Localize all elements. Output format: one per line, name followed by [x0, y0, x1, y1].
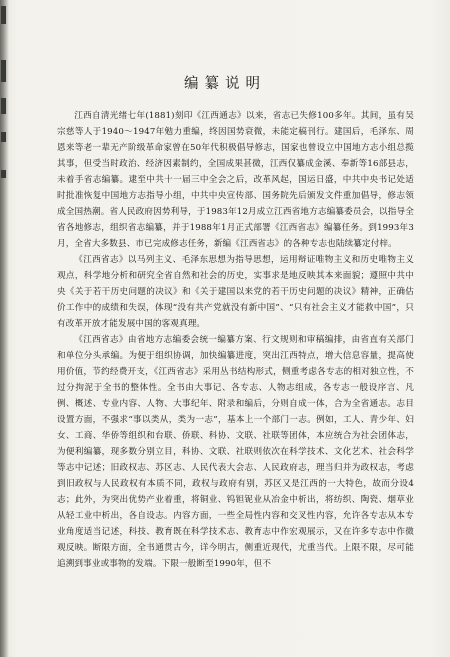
edge-mark — [1, 98, 6, 114]
edge-mark — [1, 170, 6, 178]
edge-mark — [1, 132, 6, 142]
paragraph: 江西自清光绪七年(1881)刻印《江西通志》以来，省志已失修100多年。其间，虽有吴宗慈等人于1940～1947年勉力重编，终因国势衰微，未能定稿刊行。建国后，毛泽东、周恩来等老一辈无产阶级革命家曾在50年代积极倡导修志，国家也曾设立中国地方志小组总揽其事，但受当时政治、经济因素制约，全国成果甚微，江西仅纂成金溪、奉新等16部县志，未着手省志编纂。逮至中共十一届三中全会之后，改革风起，国运日盛，中共中央书记处适时批准恢复中国地方志指导小组，中共中央宣传部、国务院先后颁发文件重加倡导，修志领成全国热潮。省人民政府因势利导，于1983年12月成立江西省地方志编纂委员会，以指导全省各地修志，组织省志编纂，并于1988年1月正式部署《江西省志》编纂任务。到1993年3月，全省大多数县、市已完成修志任务，新编《江西省志》的各种专志也陆续纂定付梓。 — [57, 111, 414, 249]
scan-binding-edge — [0, 0, 9, 657]
edge-mark — [1, 6, 6, 24]
page-title: 编纂说明 — [184, 76, 266, 92]
body-text — [57, 108, 414, 572]
paragraph: 《江西省志》由省地方志编委会统一编纂方案、行文规则和审稿编排，由省直有关部门和单位分头承编。为便于组织协调，加快编纂进度，突出江西特点，增大信息容量，提高使用价值，节约经费开支，《江西省志》采用丛书结构形式，侧重考虑各专志的相对独立性，不过分拘泥于全书的整体性。全书由大事记、各专志、人物志组成，各专志一般设序言、凡例、概述、专业内容、人物、大事纪年、附录和编后，分则自成一体，合为全省通志。志目设置方面，不强求“事以类从，类为一志”，基本上一个部门一志。例如，工人、青少年、妇女、工商、华侨等组织和台联、侨联、科协、文联、社联等团体，本应统合为社会团体志，为便利编纂，现多数分别立目，科协、文联、社联则依次在科学技术、文化艺术、社会科学等志中记述；旧政权志、苏区志、人民代表大会志、人民政府志，理当归并为政权志，考虑到旧政权与人民政权有本质不同，政权与政府有别，苏区又是江西的一大特色，故而分设4志；此外，为突出优势产业着重，将铜业、钨钽铌业从冶金中析出，将纺织、陶瓷、烟草业从轻工业中析出，各自设志。内容方面，一些全局性内容和交叉性内容，允许各专志从本专业角度适当记述，科技、教育既在科学技术志、教育志中作宏观展示，又在许多专志中作微观反映。断限方面，全书通贯古今，详今明古，侧重近现代，尤重当代。上限不限，尽可能追溯到事业或事物的发端。下限一般断至1990年，但不 — [57, 335, 414, 569]
paragraph: 《江西省志》以马列主义、毛泽东思想为指导思想，运用辩证唯物主义和历史唯物主义观点，科学地分析和研究全省自然和社会的历史，实事求是地反映其本来面貌；遵照中共中央《关于若干历史问题的决议》和《关于建国以来党的若干历史问题的决议》精神，正确估价工作中的成绩和失误，体现“没有共产党就没有新中国”、“只有社会主义才能救中国”，只有改革开放才能发展中国的客观真理。 — [57, 255, 414, 329]
